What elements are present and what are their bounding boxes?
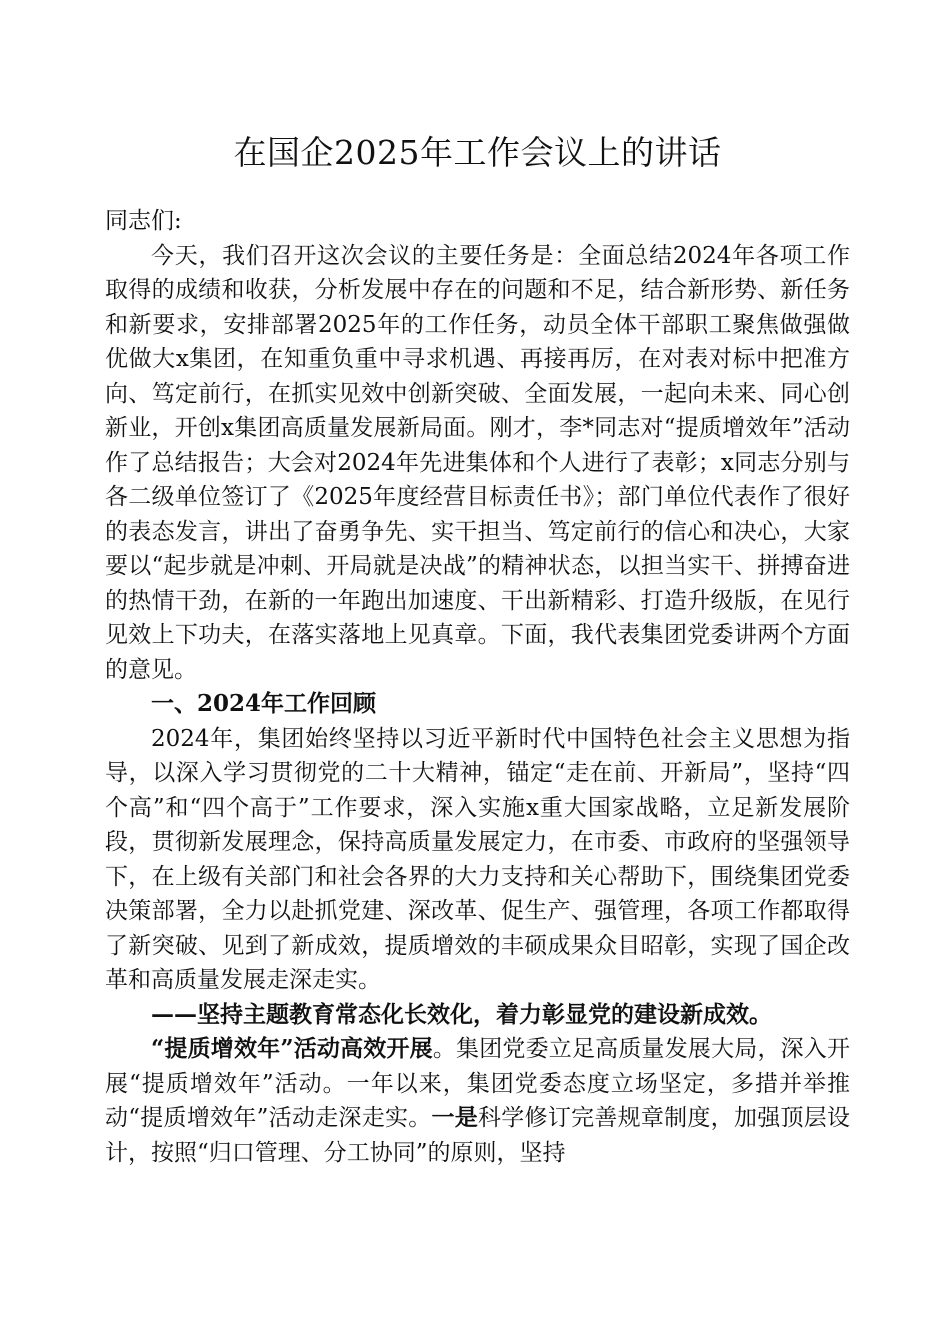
activity-body-a: 。集团党委立足高质量发展大局，深入开展“提质增效年”活动。一年以来，集团党委态度立场坚定，多措并举推动“提质增效年”活动走深走实。 [105,1036,850,1131]
section-review-paragraph: 2024年，集团始终坚持以习近平新时代中国特色社会主义思想为指导，以深入学习贯彻党的二十大精神，锚定“走在前、开新局”，坚持“四个高”和“四个高于”工作要求，深入实施x重大国家战略，立足新发展阶段，贯彻新发展理念，保持高质量发展定力，在市委、市政府的坚强领导下，在上级有关部门和社会各界的大力支持和关心帮助下，围绕集团党委决策部署，全力以赴抓党建、深改革、促生产、强管理，各项工作都取得了新突破、见到了新成效，提质增效的丰硕成果众目昭彰，实现了国企改革和高质量发展走深走实。 [105,725,850,993]
activity-paragraph [105,1032,850,1170]
activity-body-b: 科学修订完善规章制度，加强顶层设计，按照“归口管理、分工协同”的原则，坚持 [105,1105,851,1166]
intro-paragraph: 今天，我们召开这次会议的主要任务是：全面总结2024年各项工作取得的成绩和收获，分析发展中存在的问题和不足，结合新形势、新任务和新要求，安排部署2025年的工作任务，动员全体干部职工聚焦做强做优做大x集团，在知重负重中寻求机遇、再接再厉，在对表对标中把准方向、笃定前行，在抓实见效中创新突破、全面发展，一起向未来、同心创新业，开创x集团高质量发展新局面。刚才，李*同志对“提质增效年”活动作了总结报告；大会对2024年先进集体和个人进行了表彰；x同志分别与各二级单位签订了《2025年度经营目标责任书》；部门单位代表作了很好的表态发言，讲出了奋勇争先、实干担当、笃定前行的信心和决心，大家要以“起步就是冲刺、开局就是决战”的精神状态，以担当实干、拼搏奋进的热情干劲，在新的一年跑出加速度、干出新精彩、打造升级版，在见行见效上下功夫，在落实落地上见真章。下面，我代表集团党委讲两个方面的意见。 [105,242,850,683]
subheading-party-building: ——坚持主题教育常态化长效化，着力彰显党的建设新成效。 [151,1000,772,1028]
document-page [105,130,850,1170]
section-heading-review: 一、2024年工作回顾 [151,690,377,717]
activity-lead-first: 一是 [431,1104,479,1131]
salutation: 同志们: [105,208,182,234]
document-title: 在国企2025年工作会议上的讲话 [233,133,722,172]
activity-lead: “提质增效年”活动高效开展 [151,1035,433,1062]
